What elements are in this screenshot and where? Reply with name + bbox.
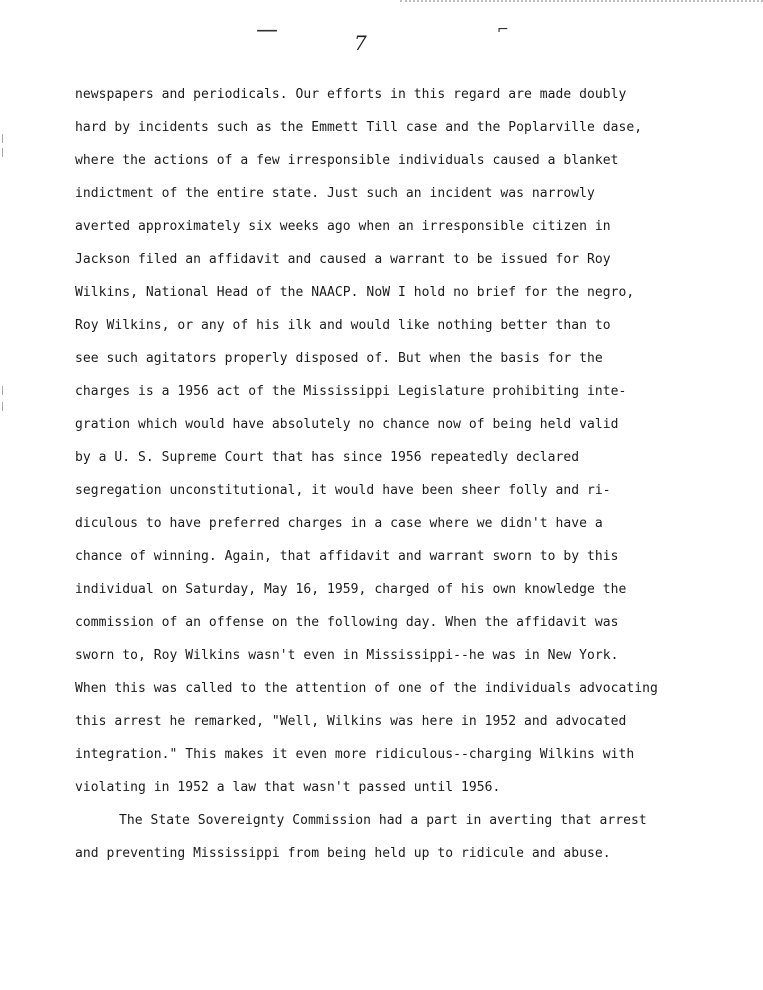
body-line: Wilkins, National Head of the NAACP. NoW I hold no brief for the negro,: [75, 285, 635, 300]
body-line: violating in 1952 a law that wasn't passed until 1956.: [75, 780, 501, 795]
body-line: charges is a 1956 act of the Mississippi Legislature prohibiting inte-: [75, 384, 627, 399]
body-line: sworn to, Roy Wilkins wasn't even in Mississippi--he was in New York.: [75, 648, 619, 663]
margin-tick: [2, 134, 3, 143]
body-line: newspapers and periodicals. Our efforts in this regard are made doubly: [75, 87, 627, 102]
top-edge-dotted-border: [400, 0, 763, 4]
body-line: and preventing Mississippi from being held up to ridicule and abuse.: [75, 846, 611, 861]
body-line: The State Sovereignty Commission had a part in averting that arrest: [119, 813, 647, 828]
body-line: indictment of the entire state. Just such an incident was narrowly: [75, 186, 595, 201]
body-line: segregation unconstitutional, it would have been sheer folly and ri-: [75, 483, 611, 498]
pen-mark-right: ⌐: [497, 22, 509, 38]
body-line: integration." This makes it even more ridiculous--charging Wilkins with: [75, 747, 635, 762]
body-line: Roy Wilkins, or any of his ilk and would like nothing better than to: [75, 318, 611, 333]
body-line: this arrest he remarked, "Well, Wilkins was here in 1952 and advocated: [75, 714, 627, 729]
body-line: individual on Saturday, May 16, 1959, charged of his own knowledge the: [75, 582, 627, 597]
body-line: by a U. S. Supreme Court that has since 1956 repeatedly declared: [75, 450, 580, 465]
body-line: where the actions of a few irresponsible individuals caused a blanket: [75, 153, 619, 168]
body-line: see such agitators properly disposed of. But when the basis for the: [75, 351, 603, 366]
margin-tick: [2, 148, 3, 157]
margin-tick: [2, 386, 3, 395]
body-line: chance of winning. Again, that affidavit and warrant sworn to by this: [75, 549, 619, 564]
body-line: When this was called to the attention of one of the individuals advocating: [75, 681, 658, 696]
body-line: diculous to have preferred charges in a case where we didn't have a: [75, 516, 603, 531]
document-body: [75, 84, 755, 876]
body-line: Jackson filed an affidavit and caused a warrant to be issued for Roy: [75, 252, 611, 267]
body-line: gration which would have absolutely no chance now of being held valid: [75, 417, 619, 432]
pen-mark-left: —: [256, 18, 276, 43]
body-line: commission of an offense on the following day. When the affidavit was: [75, 615, 619, 630]
page-number: 7: [354, 31, 367, 55]
body-line: hard by incidents such as the Emmett Till case and the Poplarville dase,: [75, 120, 643, 135]
margin-tick: [2, 402, 3, 411]
body-line: averted approximately six weeks ago when an irresponsible citizen in: [75, 219, 611, 234]
